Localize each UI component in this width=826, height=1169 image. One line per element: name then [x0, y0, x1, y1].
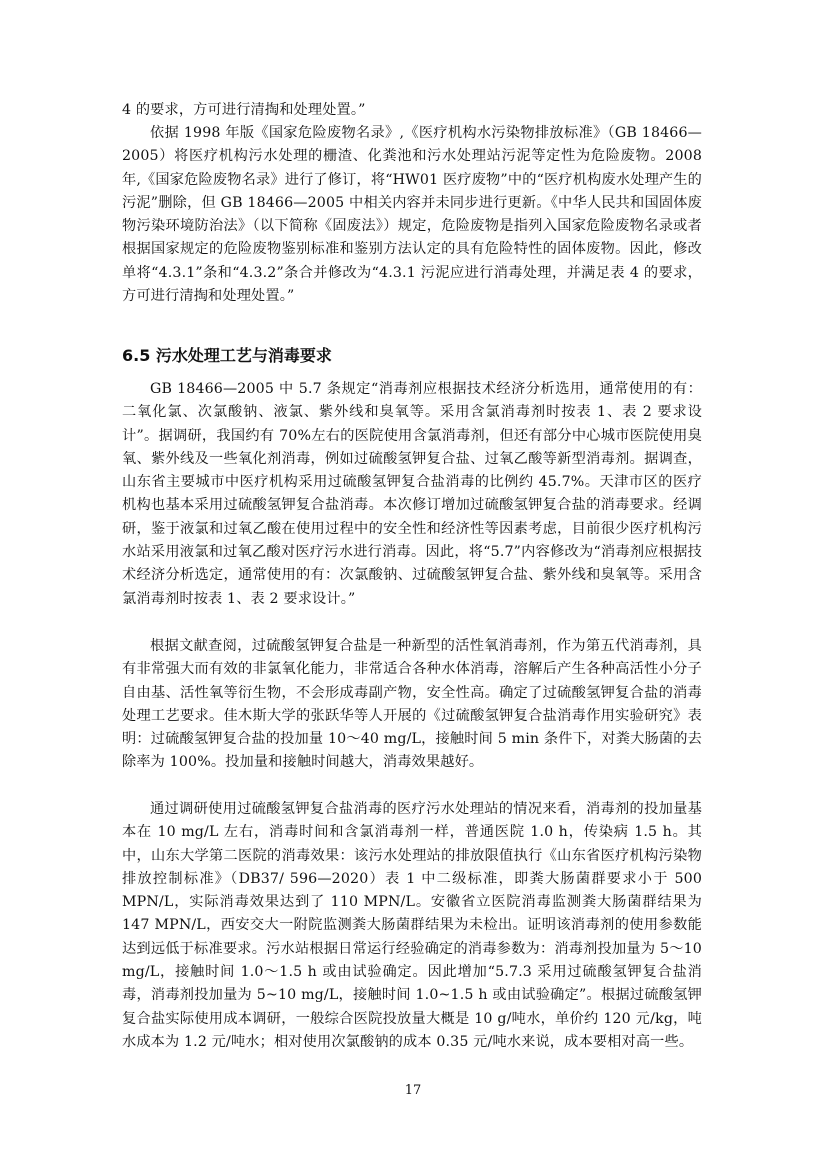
paragraph-continuation: 4 的要求，方可进行清掏和处理处置。”: [122, 102, 366, 118]
page-number: 17: [404, 1083, 422, 1098]
paragraph-literature-review: 根据文献查阅，过硫酸氢钾复合盐是一种新型的活性氧消毒剂，作为第五代消毒剂，具有非常强大而有效的非氯氧化能力，非常适合各种水体消毒，溶解后产生各种高活性小分子自由基、活性氧等衍生物，不会形成毒副产物，安全性高。确定了过硫酸氢钾复合盐的消毒处理工艺要求。佳木斯大学的张跃华等人开展的《过硫酸氢钾复合盐消毒作用实验研究》表明：过硫酸氢钾复合盐的投加量 10～40 mg/L，接触时间 5 min 条件下，对粪大肠菌的去除率为 100%。投加量和接触时间越大，消毒效果越好。: [122, 638, 702, 771]
paragraph-field-survey: 通过调研使用过硫酸氢钾复合盐消毒的医疗污水处理站的情况来看，消毒剂的投加量基本在 10 mg/L 左右，消毒时间和含氯消毒剂一样，普通医院 1.0 h，传染病 1.5 h。其中，山东大学第二医院的消毒效果：该污水处理站的排放限值执行《山东省医疗机构污染物排放控制标准》（DB37/ 596—2020）表 1 中二级标准，即粪大肠菌群要求小于 500 MPN/L，实际消毒效果达到了 110 MPN/L。安徽省立医院消毒监测粪大肠菌群结果为 147 MPN/L，西安交大一附院监测粪大肠菌群结果为未检出。证明该消毒剂的使用参数能达到远低于标准要求。污水站根据日常运行经验确定的消毒参数为：消毒剂投加量为 5～10 mg/L，接触时间 1.0～1.5 h 或由试验确定。因此增加“5.7.3 采用过硫酸氢钾复合盐消毒，消毒剂投加量为 5~10 mg/L，接触时间 1.0~1.5 h 或由试验确定”。根据过硫酸氢钾复合盐实际使用成本调研，一般综合医院投放量大概是 10 g/吨水，单价约 120 元/kg，吨水成本为 1.2 元/吨水；相对使用次氯酸钠的成本 0.35 元/吨水来说，成本要相对高一些。: [122, 801, 702, 1050]
paragraph-disinfectant-regulation: GB 18466—2005 中 5.7 条规定“消毒剂应根据技术经济分析选用，通常使用的有：二氧化氯、次氯酸钠、液氯、紫外线和臭氧等。采用含氯消毒剂时按表 1、表 2 要求设计”。据调研，我国约有 70%左右的医院使用含氯消毒剂，但还有部分中心城市医院使用臭氧、紫外线及一些氧化剂消毒，例如过硫酸氢钾复合盐、过氧乙酸等新型消毒剂。据调查，山东省主要城市中医疗机构采用过硫酸氢钾复合盐消毒的比例约 45.7%。天津市区的医疗机构也基本采用过硫酸氢钾复合盐消毒。本次修订增加过硫酸氢钾复合盐的消毒要求。经调研，鉴于液氯和过氧乙酸在使用过程中的安全性和经济性等因素考虑，目前很少医疗机构污水站采用液氯和过氧乙酸对医疗污水进行消毒。因此，将“5.7”内容修改为“消毒剂应根据技术经济分析选定，通常使用的有：次氯酸钠、过硫酸氢钾复合盐、紫外线和臭氧等。采用含氯消毒剂时按表 1、表 2 要求设计。”: [122, 381, 702, 607]
section-heading: 6.5 污水处理工艺与消毒要求: [122, 346, 332, 365]
paragraph-hazardous-waste: 依据 1998 年版《国家危险废物名录》,《医疗机构水污染物排放标准》（GB 18466—2005）将医疗机构污水处理的栅渣、化粪池和污水处理站污泥等定性为危险废物。2008 年,《国家危险废物名录》进行了修订，将“HW01 医疗废物”中的“医疗机构废水处理产生的污泥”删除，但 GB 18466—2005 中相关内容并未同步进行更新。《中华人民共和国固体废物污染环境防治法》（以下简称《固废法》）规定，危险废物是指列入国家危险废物名录或者根据国家规定的危险废物鉴别标准和鉴别方法认定的具有危险特性的固体废物。因此，修改单将“4.3.1”条和“4.3.2”条合并修改为“4.3.1 污泥应进行消毒处理，并满足表 4 的要求，方可进行清掏和处理处置。”: [122, 125, 702, 305]
